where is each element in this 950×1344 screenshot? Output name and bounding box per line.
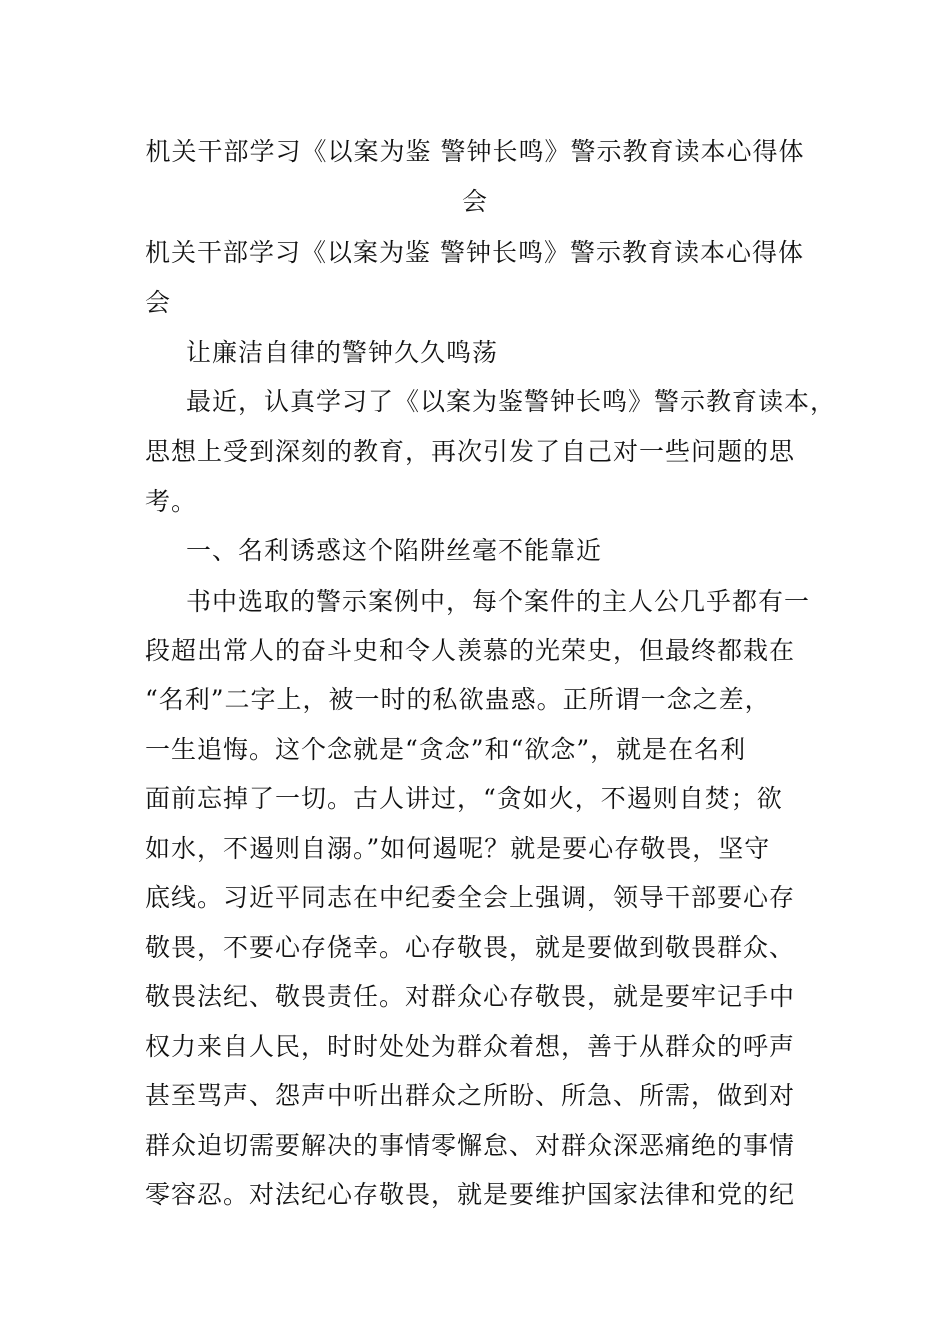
paragraph-line: 面前忘掉了一切。古人讲过，“贪如火，不遏则自焚；欲 xyxy=(145,784,783,813)
repeat-title-line-1: 机关干部学习《以案为鉴 警钟长鸣》警示教育读本心得体 xyxy=(145,238,804,267)
paragraph-line: 如水，不遏则自溺。”如何遏呢？就是要心存敬畏，坚守 xyxy=(145,834,771,863)
paragraph-line: 零容忍。对法纪心存敬畏，就是要维护国家法律和党的纪 xyxy=(145,1180,796,1209)
paragraph-line: 底线。习近平同志在中纪委全会上强调，领导干部要心存 xyxy=(145,883,796,912)
paragraph-line: 敬畏，不要心存侥幸。心存敬畏，就是要做到敬畏群众、 xyxy=(145,933,796,962)
paragraph-line: 段超出常人的奋斗史和令人羡慕的光荣史，但最终都栽在 xyxy=(145,636,796,665)
subtitle: 让廉洁自律的警钟久久鸣荡 xyxy=(186,338,499,367)
repeat-title-line-2: 会 xyxy=(145,288,172,317)
paragraph-line: 考。 xyxy=(145,487,198,516)
paragraph-line: 权力来自人民，时时处处为群众着想，善于从群众的呼声 xyxy=(145,1032,796,1061)
document-title-line-1: 机关干部学习《以案为鉴 警钟长鸣》警示教育读本心得体 xyxy=(145,137,805,166)
document-title-line-2: 会 xyxy=(461,187,488,216)
paragraph-line: 甚至骂声、怨声中听出群众之所盼、所急、所需，做到对 xyxy=(145,1081,796,1110)
section-heading: 一、名利诱惑这个陷阱丝毫不能靠近 xyxy=(186,536,603,565)
paragraph-line: 思想上受到深刻的教育，再次引发了自己对一些问题的思 xyxy=(145,437,796,466)
paragraph-line: 敬畏法纪、敬畏责任。对群众心存敬畏，就是要牢记手中 xyxy=(145,982,796,1011)
paragraph-line: 书中选取的警示案例中，每个案件的主人公几乎都有一 xyxy=(186,587,811,616)
paragraph-line: “名利”二字上，被一时的私欲蛊惑。正所谓一念之差， xyxy=(145,685,771,714)
paragraph-line: 群众迫切需要解决的事情零懈怠、对群众深恶痛绝的事情 xyxy=(145,1131,796,1160)
paragraph-line: 一生追悔。这个念就是“贪念”和“欲念”，就是在名利 xyxy=(145,735,747,764)
paragraph-line: 最近，认真学习了《以案为鉴警钟长鸣》警示教育读本， xyxy=(186,387,837,416)
